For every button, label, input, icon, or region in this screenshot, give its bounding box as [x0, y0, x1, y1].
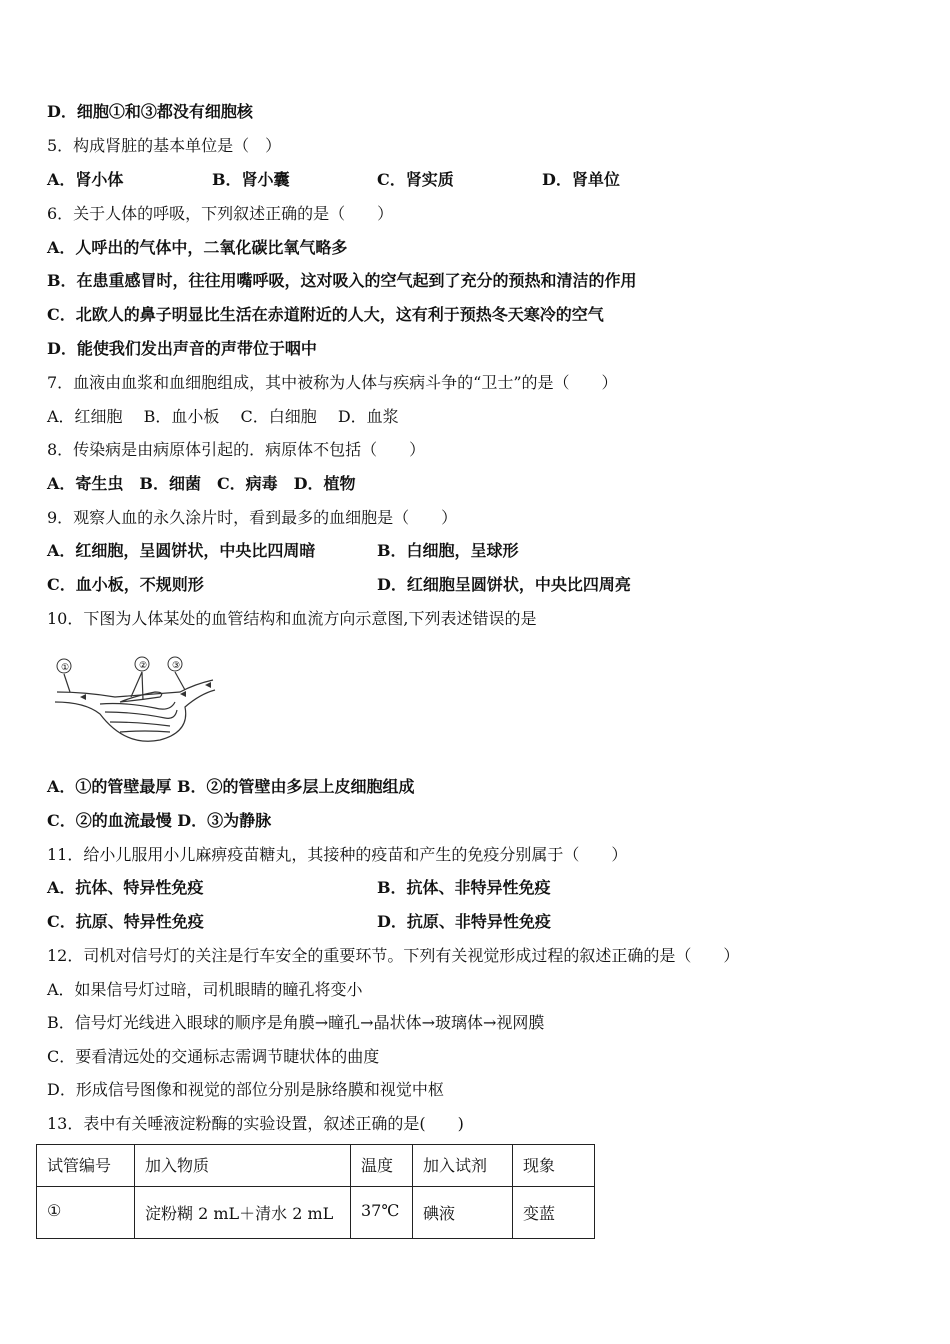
table-header-row [37, 1145, 595, 1187]
q8-options: A．寄生虫 B．细菌 C．病毒 D．植物 [47, 474, 356, 493]
q5-option-d: D．肾单位 [542, 170, 620, 189]
q5-stem: 5．构成肾脏的基本单位是（ ） [47, 136, 282, 155]
cell: ① [37, 1187, 135, 1239]
experiment-table [36, 1144, 595, 1239]
q10-options-ab: A．①的管壁最厚 B．②的管壁由多层上皮细胞组成 [47, 777, 415, 796]
header-cell: 试管编号 [37, 1145, 135, 1187]
q9-stem: 9．观察人血的永久涂片时，看到最多的血细胞是（ ） [47, 508, 458, 527]
table-row [37, 1187, 595, 1239]
q9-option-b: B．白细胞，呈球形 [377, 541, 519, 560]
cell: 37℃ [351, 1187, 413, 1239]
q12-stem: 12．司机对信号灯的关注是行车安全的重要环节。下列有关视觉形成过程的叙述正确的是（ ） [47, 946, 740, 965]
q10-options-cd: C．②的血流最慢 D．③为静脉 [47, 811, 272, 830]
cell: 碘液 [413, 1187, 513, 1239]
q5-option-b: B．肾小囊 [212, 170, 290, 189]
q12-option-c: C．要看清远处的交通标志需调节睫状体的曲度 [47, 1047, 380, 1066]
q6-stem: 6．关于人体的呼吸，下列叙述正确的是（ ） [47, 204, 394, 223]
q11-option-b: B．抗体、非特异性免疫 [377, 878, 551, 897]
q13-stem: 13．表中有关唾液淀粉酶的实验设置，叙述正确的是( ) [47, 1114, 464, 1133]
q12-option-d: D．形成信号图像和视觉的部位分别是脉络膜和视觉中枢 [47, 1080, 444, 1099]
q12-option-b: B．信号灯光线进入眼球的顺序是角膜→瞳孔→晶状体→玻璃体→视网膜 [47, 1013, 545, 1032]
q11-option-c: C．抗原、特异性免疫 [47, 912, 204, 931]
q10-stem: 10．下图为人体某处的血管结构和血流方向示意图,下列表述错误的是 [47, 609, 537, 628]
q6-option-d: D．能使我们发出声音的声带位于咽中 [47, 339, 317, 358]
q8-stem: 8．传染病是由病原体引起的．病原体不包括（ ） [47, 440, 426, 459]
q6-option-a: A．人呼出的气体中，二氧化碳比氧气略多 [47, 238, 348, 257]
header-cell: 加入物质 [135, 1145, 351, 1187]
q9-option-a: A．红细胞，呈圆饼状，中央比四周暗 [47, 541, 316, 560]
q11-option-d: D．抗原、非特异性免疫 [377, 912, 551, 931]
header-cell: 温度 [351, 1145, 413, 1187]
header-cell: 加入试剂 [413, 1145, 513, 1187]
q12-option-a: A．如果信号灯过暗，司机眼睛的瞳孔将变小 [47, 980, 363, 999]
q11-stem: 11．给小儿服用小儿麻痹疫苗糖丸，其接种的疫苗和产生的免疫分别属于（ ） [47, 845, 628, 864]
q4-option-d: D．细胞①和③都没有细胞核 [47, 102, 253, 121]
q9-option-d: D．红细胞呈圆饼状，中央比四周亮 [377, 575, 631, 594]
label-3: ③ [172, 661, 181, 671]
blood-vessel-diagram [45, 652, 220, 747]
q11-option-a: A．抗体、特异性免疫 [47, 878, 204, 897]
q7-options: A．红细胞 B．血小板 C．白细胞 D．血浆 [47, 407, 399, 426]
cell: 变蓝 [513, 1187, 595, 1239]
q6-option-c: C．北欧人的鼻子明显比生活在赤道附近的人大，这有利于预热冬天寒冷的空气 [47, 305, 604, 324]
q7-stem: 7．血液由血浆和血细胞组成，其中被称为人体与疾病斗争的“卫士”的是（ ） [47, 373, 618, 392]
q9-option-c: C．血小板，不规则形 [47, 575, 204, 594]
q5-option-a: A．肾小体 [47, 170, 124, 189]
label-1: ① [61, 663, 70, 673]
header-cell: 现象 [513, 1145, 595, 1187]
cell: 淀粉糊 2 mL＋清水 2 mL [135, 1187, 351, 1239]
label-2: ② [139, 661, 148, 671]
q6-option-b: B．在患重感冒时，往往用嘴呼吸，这对吸入的空气起到了充分的预热和清洁的作用 [47, 271, 637, 290]
q5-option-c: C．肾实质 [377, 170, 454, 189]
